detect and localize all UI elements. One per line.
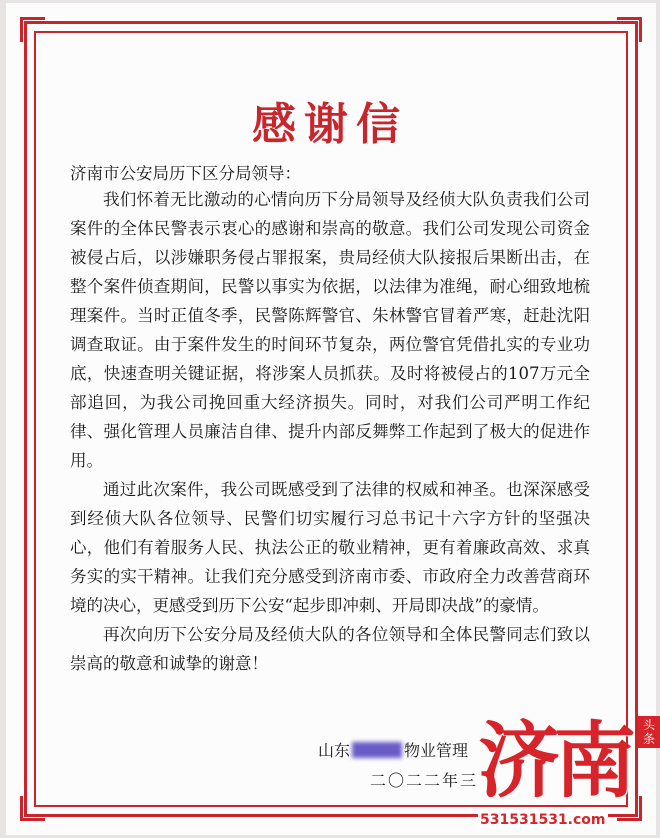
- watermark-logo: [478, 712, 660, 838]
- corner-ornament-top-left: [20, 17, 45, 42]
- signer-text-end: 物业管理: [404, 741, 469, 760]
- watermark-big-text: 济南: [478, 714, 631, 809]
- body-paragraph: 再次向历下公安分局及经侦大队的各位领导和全体民警同志们致以崇高的敬意和诚挚的谢意！: [70, 625, 590, 673]
- signer-text-start: 山东: [318, 741, 351, 760]
- body-paragraph: 通过此次案件，我公司既感受到了法律的权威和神圣。也深深感受到经侦大队各位领导、民警们切实履行习总书记十六字方针的坚强决心，他们有着服务人民、执法公正的敬业精神，更有着廉政高效、求真务实的实干精神。让我们充分感受到济南市委、市政府全力改善营商环境的决心，更感受到历下公安“起步即冲刺、开局即决战”的豪情。: [70, 480, 590, 615]
- letter-salutation: 济南市公安局历下区分局领导：: [70, 164, 301, 183]
- watermark-tag: 头条: [638, 716, 660, 748]
- corner-ornament-top-right: [617, 17, 642, 42]
- body-paragraph: 我们怀着无比激动的心情向历下分局领导及经侦大队负责我们公司案件的全体民警表示衷心的感谢和崇高的敬意。我们公司发现公司资金被侵占后，以涉嫌职务侵占罪报案，贵局经侦大队接报后果断出击，在整个案件侦查期间，民警以事实为依据，以法律为准绳，耐心细致地梳理案件。当时正值冬季，民警陈辉警官、朱林警官冒着严寒，赶赴沈阳调查取证。由于案件发生的时间环节复杂，两位警官凭借扎实的专业功底，快速查明关键证据，将涉案人员抓获。及时将被侵占的107万元全部追回，为我公司挽回重大经济损失。同时，对我们公司严明工作纪律、强化管理人员廉洁自律、提升内部反舞弊工作起到了极大的促进作用。: [70, 190, 590, 470]
- letter-title: 感谢信: [252, 99, 408, 150]
- redaction-blur: [352, 742, 402, 758]
- letter-date: 二〇二二年三: [370, 771, 479, 790]
- corner-ornament-bottom-left: [20, 796, 45, 821]
- letter-body: [70, 185, 590, 678]
- watermark-number: 531531531.com: [480, 812, 606, 828]
- letter-signer: [318, 738, 468, 761]
